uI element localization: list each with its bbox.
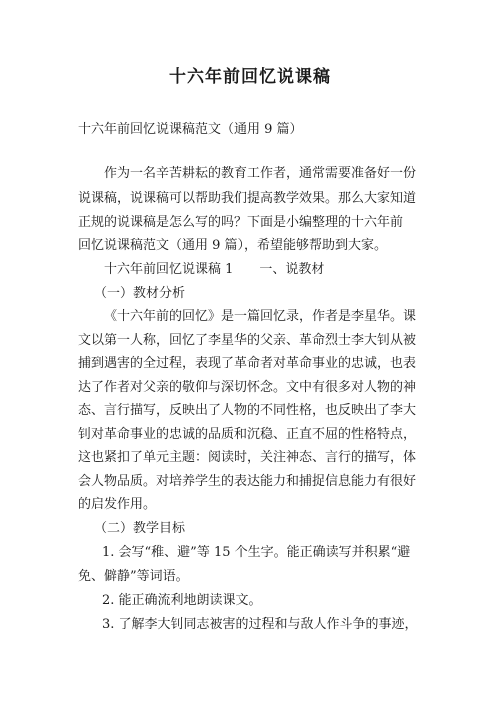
list-item: 3. 了解李大钊同志被害的过程和与敌人作斗争的事迹， xyxy=(102,617,418,632)
list-item: 1. 会写“稚、避”等 15 个生字。能正确读写并积累“避 xyxy=(102,545,411,560)
paragraph-line: 回忆说课稿范文（通用 9 篇），希望能够帮助到大家。 xyxy=(78,238,388,253)
paragraph-line: 说课稿，说课稿可以帮助我们提高教学效果。那么大家知道 xyxy=(78,191,417,206)
paragraph-line: 《十六年前的回忆》是一篇回忆录，作者是李星华。课 xyxy=(104,309,417,324)
section-heading: 十六年前回忆说课稿 1 一、说教材 xyxy=(104,262,325,277)
paragraph-line: 作为一名辛苦耕耘的教育工作者，通常需要准备好一份 xyxy=(104,166,417,181)
paragraph-line: 达了作者对父亲的敬仰与深切怀念。文中有很多对人物的神 xyxy=(78,380,417,395)
paragraph-line: 的启发作用。 xyxy=(78,497,157,512)
paragraph-line: 文以第一人称，回忆了李星华的父亲、革命烈士李大钊从被 xyxy=(78,333,417,348)
document-subtitle: 十六年前回忆说课稿范文（通用 9 篇） xyxy=(78,122,303,137)
list-item: 2. 能正确流利地朗读课文。 xyxy=(102,593,262,608)
subsection-heading: （二）教学目标 xyxy=(94,521,186,536)
subsection-heading: （一）教材分析 xyxy=(94,286,186,301)
paragraph-line: 正规的说课稿是怎么写的吗？下面是小编整理的十六年前 xyxy=(78,215,404,230)
paragraph-line: 会人物品质。对培养学生的表达能力和捕捉信息能力有很好 xyxy=(78,474,417,489)
paragraph-line: 捕到遇害的全过程，表现了革命者对革命事业的忠诚，也表 xyxy=(78,356,417,371)
paragraph-line: 这也紧扣了单元主题：阅读时，关注神态、言行的描写，体 xyxy=(78,450,417,465)
list-item-continuation: 免、僻静”等词语。 xyxy=(78,569,189,584)
document-title: 十六年前回忆说课稿 xyxy=(169,67,331,87)
paragraph-line: 钊对革命事业的忠诚的品质和沉稳、正直不屈的性格特点， xyxy=(78,427,417,442)
paragraph-line: 态、言行描写，反映出了人物的不同性格，也反映出了李大 xyxy=(78,403,417,418)
